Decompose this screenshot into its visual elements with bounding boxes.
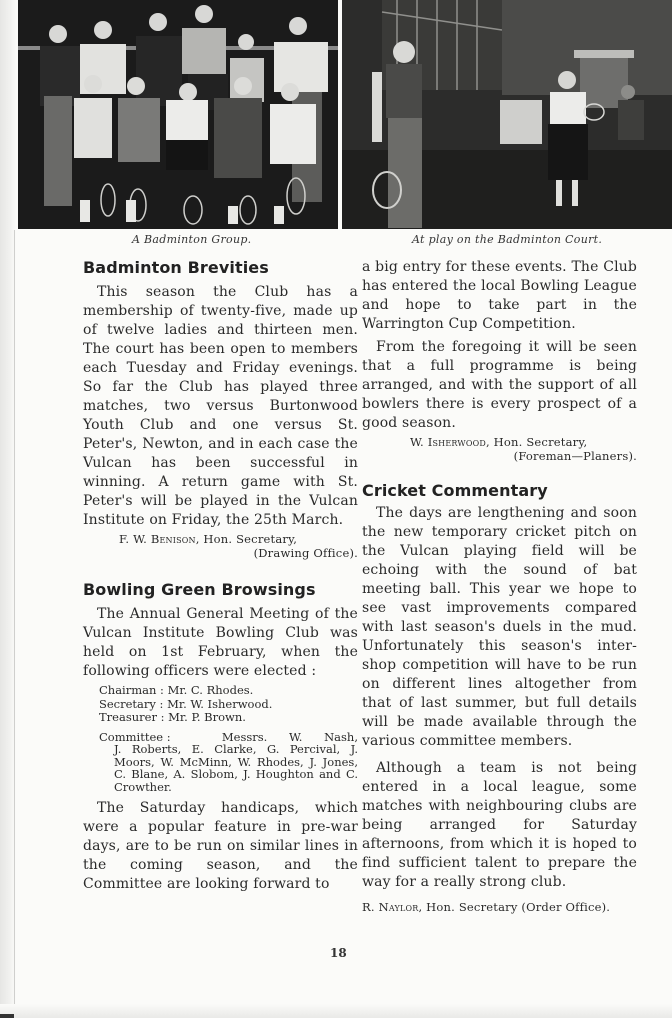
court-photo-image: [342, 0, 672, 229]
bowling-paragraph-1: The Annual General Meeting of the Vulcan Institute Bowling Club was held on 1st February, when the following officers were elected :: [83, 606, 358, 679]
officer-name: Mr. W. Isherwood.: [167, 696, 273, 711]
cricket-paragraph-1: The days are lengthening and soon the new temporary cricket pitch on the Vulcan playing field will be echoing with the sound of bat meeting ball. This year we hope to see vast improvements compared with last season's duels in the mud. Unfortunately this season's inter-shop competition will have to be run on different lines altogether from that of last summer, but full details will be made available through the various committee members.: [362, 505, 637, 749]
bowling-signature-name: W. Isherwood: [410, 435, 486, 449]
corner-mark: [0, 1014, 14, 1018]
badminton-signature-dept: (Drawing Office).: [253, 546, 358, 560]
officer-role: Treasurer :: [99, 710, 165, 724]
badminton-court-photo: [342, 0, 672, 229]
bowling-heading: Bowling Green Browsings: [83, 580, 316, 599]
cricket-paragraph-2: Although a team is not being entered in a local league, some matches with neighbouring clubs are being arranged for Saturday afternoons, from which it is hoped to find sufficient talent to prepare the way for a really strong club.: [362, 760, 637, 890]
group-photo-image: [18, 0, 338, 229]
officers-list: [99, 684, 358, 725]
badminton-section: [83, 258, 358, 560]
page-bottom-edge: [0, 1004, 672, 1018]
court-photo-caption: At play on the Badminton Court.: [412, 233, 603, 246]
committee-first: Messrs. W. Nash,: [221, 729, 358, 744]
bowling-signature-dept: (Foreman—Planers).: [513, 449, 637, 463]
group-photo-caption: A Badminton Group.: [132, 233, 252, 246]
officer-secretary: [99, 698, 358, 712]
cricket-signature: [362, 900, 637, 914]
committee-members: J. Roberts, E. Clarke, G. Percival, J. Moors, W. McMinn, W. Rhodes, J. Jones, C. Blane, A. Slobom, J. Houghton and C. Crowther.: [114, 742, 358, 794]
cricket-section: [362, 481, 637, 914]
badminton-signature-title: , Hon. Secretary,: [195, 532, 298, 546]
bowling-paragraph-2-continued: a big entry for these events. The Club has entered the local Bowling League and hope to take part in the Warrington Cup Competition.: [362, 259, 637, 332]
right-column: [362, 258, 637, 914]
left-column: [83, 258, 358, 894]
page-number: 18: [330, 946, 347, 960]
officer-role: Chairman :: [99, 683, 164, 697]
officer-treasurer: [99, 711, 358, 725]
binding-line: [14, 230, 15, 1010]
cricket-signature-rest: , Hon. Secretary (Order Office).: [418, 900, 611, 914]
cricket-heading: Cricket Commentary: [362, 481, 548, 500]
badminton-heading: Badminton Brevities: [83, 258, 269, 277]
badminton-paragraph: This season the Club has a membership of twenty-five, made up of twelve ladies and thirteen men. The court has been open to members each Tuesday and Friday evenings. So far the Club has played three matches, two versus Burtonwood Youth Club and one versus St. Peter's, Newton, and in each case the Vulcan has been successful in winning. A return game with St. Peter's will be played in the Vulcan Institute on Friday, the 25th March.: [83, 284, 358, 528]
officer-name: Mr. P. Brown.: [168, 710, 246, 724]
committee-label: Committee :: [99, 729, 171, 744]
bowling-paragraph-3: From the foregoing it will be seen that a full programme is being arranged, and with the support of all bowlers there is every prospect of a good season.: [362, 339, 637, 431]
cricket-signature-name: R. Naylor: [362, 900, 419, 914]
badminton-signature-name: F. W. Benison: [119, 532, 196, 546]
bowling-signature-title: , Hon. Secretary,: [485, 435, 588, 449]
officer-chairman: [99, 684, 358, 698]
bowling-signature: [362, 435, 637, 463]
bowling-section: [83, 580, 358, 894]
badminton-group-photo: [18, 0, 338, 229]
badminton-signature: [83, 532, 358, 560]
officer-role: Secretary :: [99, 696, 164, 711]
officer-name: Mr. C. Rhodes.: [167, 683, 254, 697]
bowling-paragraph-2: The Saturday handicaps, which were a popular feature in pre-war days, are to be run on similar lines in the coming season, and the Committee are looking forward to: [83, 800, 358, 892]
committee-list: [99, 731, 358, 794]
